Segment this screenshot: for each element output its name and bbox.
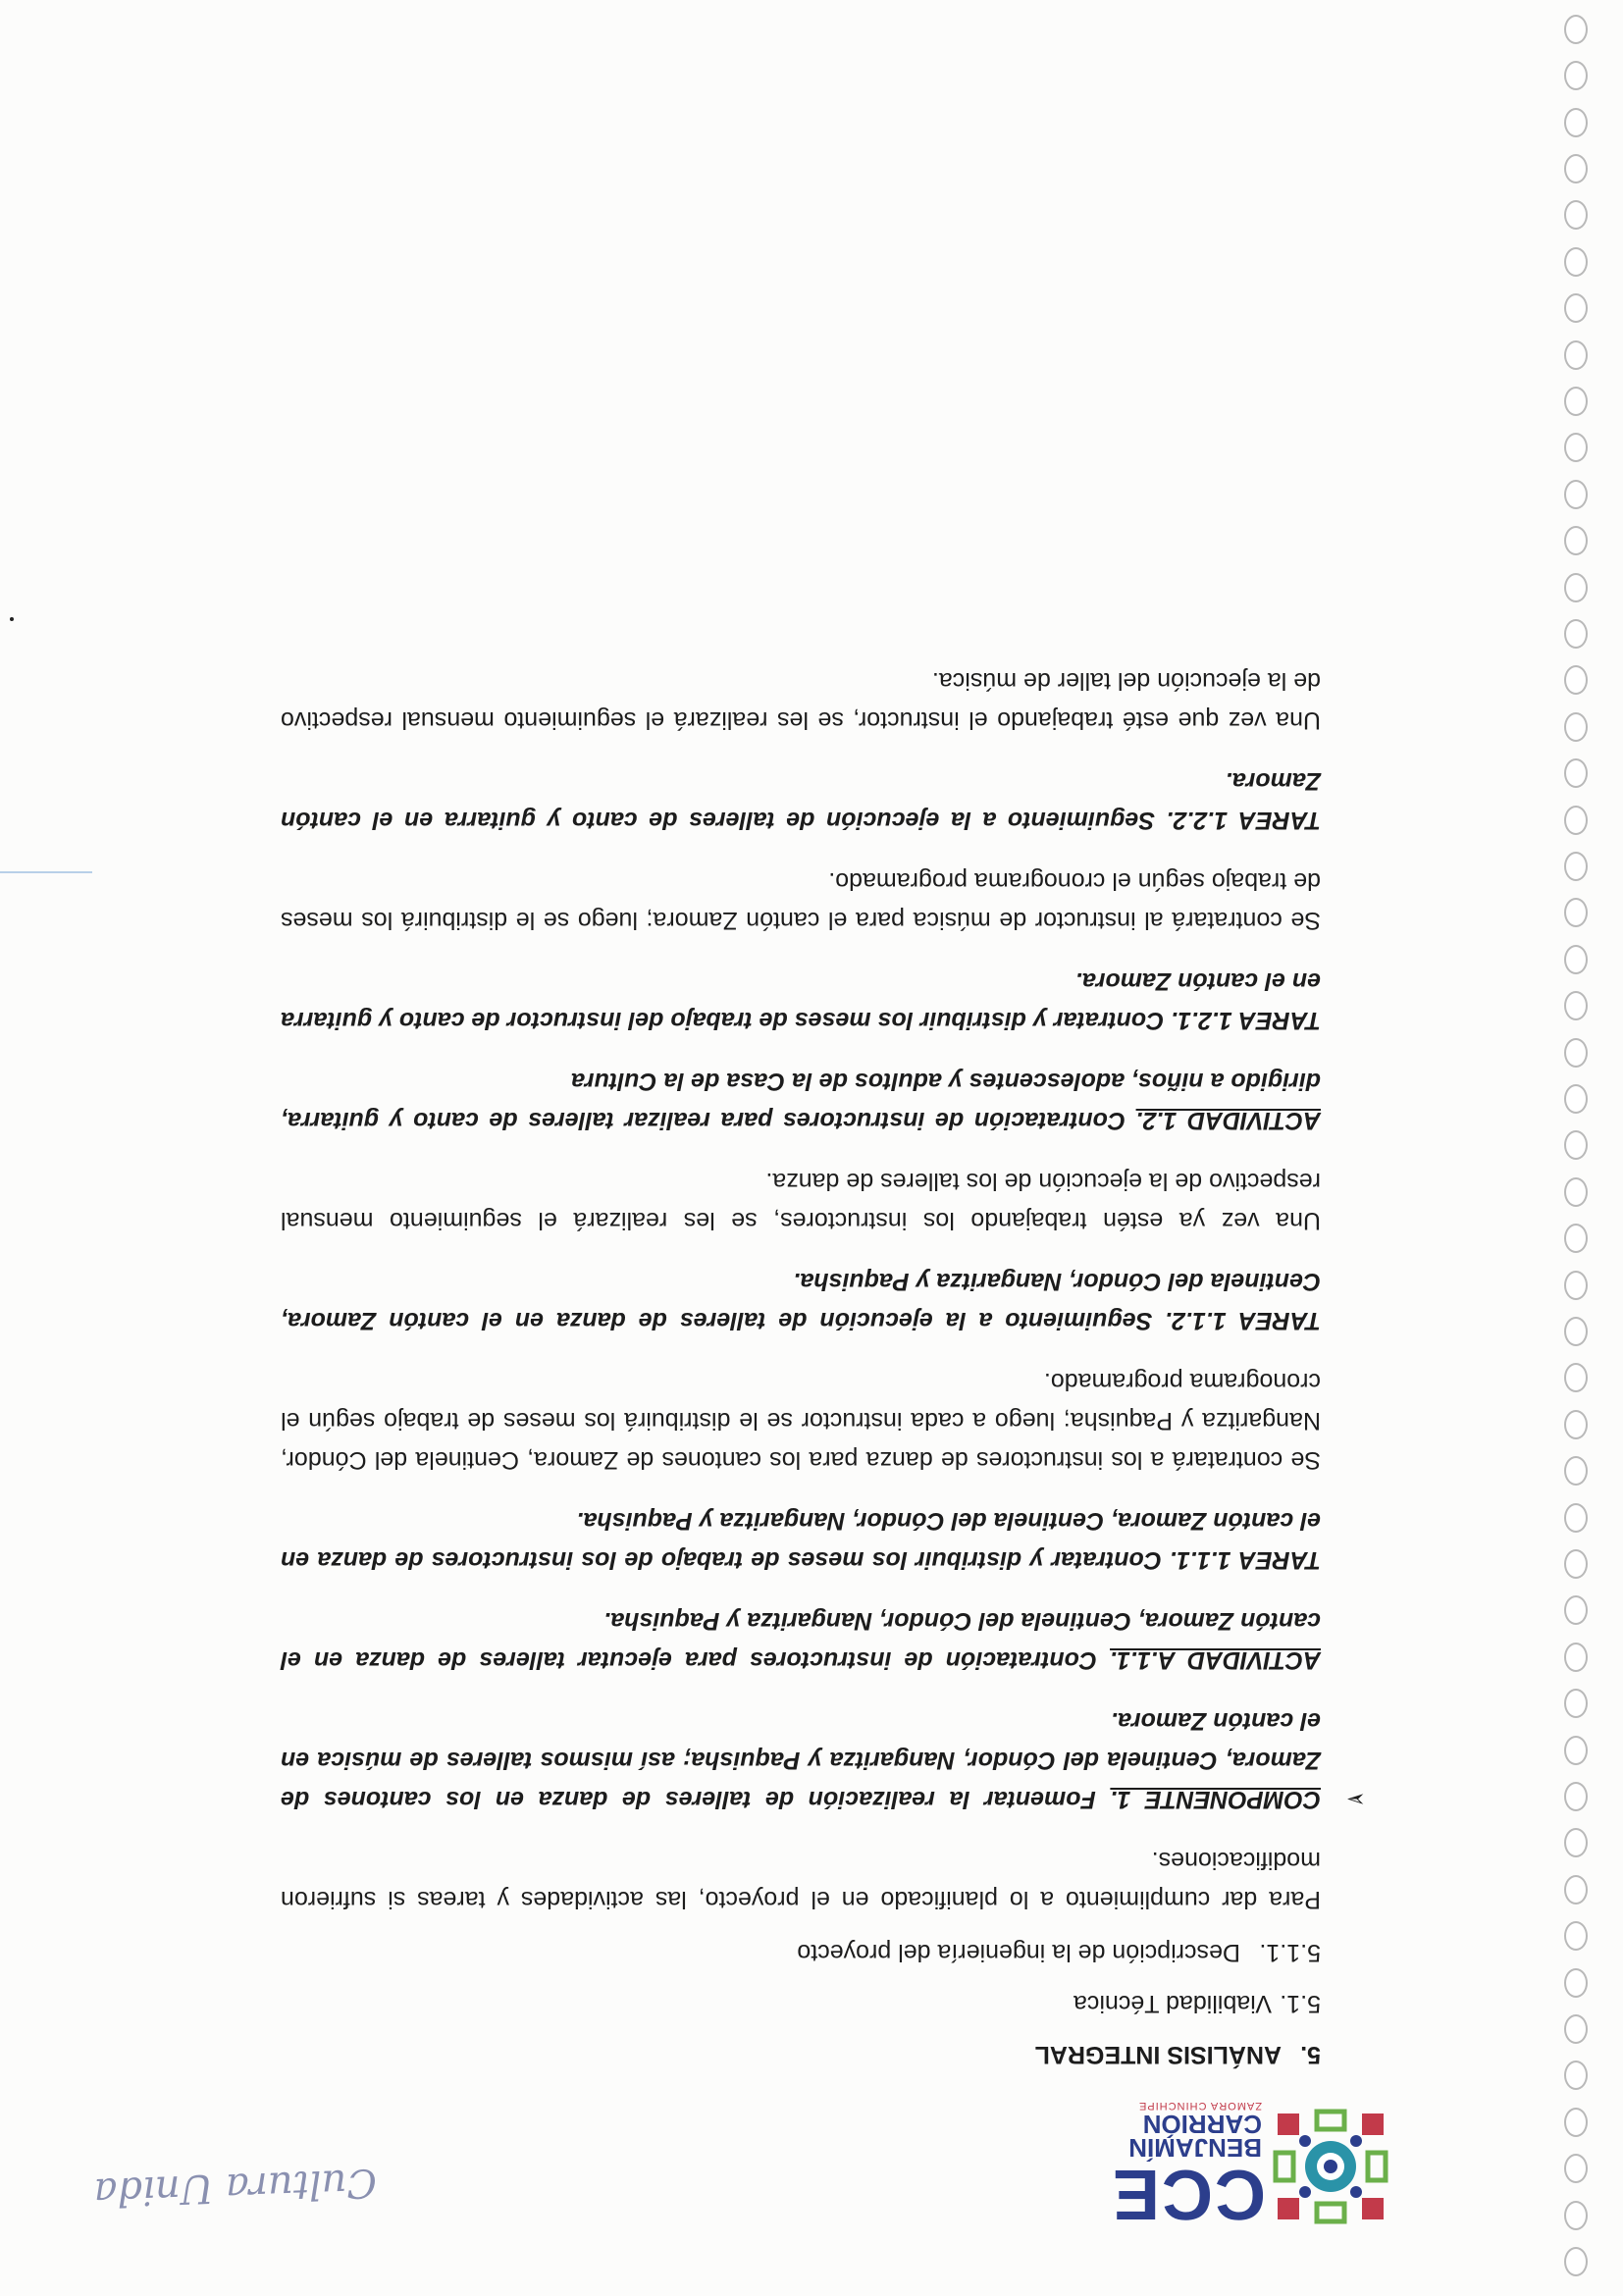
- binding-hole: [1564, 945, 1588, 974]
- binding-hole: [1564, 154, 1588, 183]
- binding-hole: [1564, 1921, 1588, 1951]
- document-body: [280, 640, 1366, 2074]
- binding-hole: [1564, 1130, 1588, 1160]
- componente-label: COMPONENTE 1.: [1110, 1786, 1321, 1813]
- binding-hole: [1564, 1828, 1588, 1857]
- actividad-a-1-1: [281, 1601, 1321, 1680]
- logo-line-1: BENJAMÍN: [1128, 2133, 1262, 2163]
- section-number: 5.1.: [1280, 1990, 1321, 2017]
- binding-hole: [1564, 1177, 1588, 1207]
- logo-emblem-icon: [1272, 2108, 1389, 2225]
- binding-hole: [1564, 2154, 1588, 2183]
- binding-hole: [1564, 991, 1588, 1020]
- tarea-1-2-2-text: Una vez que esté trabajando el instructor, se les realizará el seguimiento mensual respectivo de la ejecución del taller de música.: [281, 667, 1321, 734]
- handwritten-signature: Cultura Unida: [92, 2159, 378, 2216]
- binding-hole: [1564, 1736, 1588, 1765]
- binding-hole: [1564, 526, 1588, 555]
- binding-hole: [1564, 1317, 1588, 1346]
- section-title: Descripción de la ingeniería del proyecto: [797, 1939, 1240, 1966]
- arrow-bullet-icon: ➢: [1345, 1786, 1366, 1812]
- binding-hole: [1564, 2247, 1588, 2276]
- scan-artifact-speck: [10, 617, 14, 621]
- binding-hole: [1564, 433, 1588, 462]
- tarea-1-2-2-title: TAREA 1.2.2. Seguimiento a la ejecución de talleres de canto y guitarra en el cantón Zamora.: [281, 767, 1321, 834]
- scan-artifact-line: [0, 871, 92, 873]
- binding-hole: [1564, 387, 1588, 416]
- actividad-label: ACTIVIDAD 1.2.: [1135, 1107, 1321, 1134]
- binding-hole: [1564, 1875, 1588, 1905]
- binding-hole: [1564, 200, 1588, 230]
- binding-hole: [1564, 712, 1588, 742]
- binding-hole: [1564, 1363, 1588, 1392]
- tarea-1-1-2-text: Una vez ya estén trabajando los instructores, se les realizará el seguimiento mensual respectivo de la ejecución de los talleres de danza.: [281, 1168, 1321, 1234]
- binding-hole: [1564, 1549, 1588, 1579]
- binding-hole: [1564, 293, 1588, 323]
- binding-hole: [1564, 1595, 1588, 1625]
- logo-line-2: CARRIÓN: [1142, 2110, 1262, 2139]
- binding-hole: [1564, 1782, 1588, 1811]
- tarea-1-1-2-title: TAREA 1.1.2. Seguimiento a la ejecución de talleres de danza en el cantón Zamora, Centinela del Cóndor, Nangaritza y Paquisha.: [281, 1268, 1321, 1334]
- binding-hole: [1564, 2014, 1588, 2044]
- actividad-1-2: [281, 1062, 1321, 1140]
- actividad-text: Contratación de instructores para ejecutar talleres de danza en el cantón Zamora, Centinela del Cóndor, Nangaritza y Paquisha.: [280, 1607, 1321, 1674]
- actividad-text: Contratación de instructores para realizar talleres de canto y guitarra, dirigido a niños, adolescentes y adultos de la Casa de la Cultura: [281, 1068, 1321, 1134]
- binding-hole: [1564, 480, 1588, 509]
- componente-1: [281, 1701, 1366, 1819]
- tarea-1-2-1-title: TAREA 1.2.1. Contratar y distribuir los meses de trabajo del instructor de canto y guitarra en el cantón Zamora.: [281, 967, 1321, 1034]
- binding-hole: [1564, 1503, 1588, 1533]
- componente-text: Fomentar la realización de talleres de danza en los cantones de Zamora, Centinela del Cóndor, Nangaritza y Paquisha; así mismos talleres de música en el cantón Zamora.: [281, 1707, 1321, 1813]
- binding-hole: [1564, 619, 1588, 649]
- binding-hole: [1564, 1410, 1588, 1439]
- binding-hole: [1564, 108, 1588, 137]
- tarea-1-2-1-text: Se contratará al instructor de música para el cantón Zamora; luego se le distribuirá los meses de trabajo según el cronograma programado.: [281, 867, 1321, 934]
- binding-hole: [1564, 1038, 1588, 1068]
- section-number: 5.1.1.: [1259, 1939, 1321, 1966]
- binding-hole: [1564, 573, 1588, 602]
- cce-logo: [1017, 2100, 1389, 2233]
- section-heading-5: [281, 2035, 1321, 2074]
- binding-hole: [1564, 852, 1588, 881]
- binding-hole: [1564, 806, 1588, 835]
- spiral-binding: [1535, 0, 1613, 2296]
- binding-hole: [1564, 340, 1588, 370]
- binding-hole: [1564, 1643, 1588, 1672]
- tarea-1-1-1-title: TAREA 1.1.1. Contratar y distribuir los meses de trabajo de los instructores de danza en el cantón Zamora, Centinela del Cóndor, Nangaritza y Paquisha.: [281, 1507, 1321, 1574]
- binding-hole: [1564, 1084, 1588, 1114]
- binding-hole: [1564, 898, 1588, 927]
- section-heading-5-1-1: [281, 1933, 1321, 1972]
- intro-paragraph: Para dar cumplimiento a lo planificado en el proyecto, las actividades y tareas si sufrieron modificaciones.: [281, 1847, 1321, 1913]
- binding-hole: [1564, 2108, 1588, 2137]
- binding-hole: [1564, 1968, 1588, 1998]
- binding-hole: [1564, 1456, 1588, 1486]
- section-heading-5-1: [281, 1984, 1321, 2023]
- binding-hole: [1564, 758, 1588, 788]
- binding-hole: [1564, 15, 1588, 44]
- tarea-1-1-1-text: Se contratará a los instructores de danza para los cantones de Zamora, Centinela del Cóndor, Nangaritza y Paquisha; luego a cada instructor se le distribuirá los meses de trabajo según el cronograma programado.: [281, 1368, 1321, 1474]
- section-number: 5.: [1300, 2041, 1321, 2068]
- binding-hole: [1564, 61, 1588, 90]
- binding-hole: [1564, 247, 1588, 277]
- actividad-label: ACTIVIDAD A.1.1.: [1110, 1646, 1321, 1674]
- section-title: ANÁLISIS INTEGRAL: [1034, 2041, 1282, 2068]
- binding-hole: [1564, 1224, 1588, 1253]
- binding-hole: [1564, 1271, 1588, 1300]
- section-title: Viabilidad Técnica: [1073, 1990, 1272, 2017]
- logo-line-3: ZAMORA CHINCHIPE: [1137, 2100, 1262, 2112]
- logo-acronym: CCE: [1110, 2155, 1266, 2233]
- binding-hole: [1564, 665, 1588, 695]
- binding-hole: [1564, 1689, 1588, 1718]
- binding-hole: [1564, 2201, 1588, 2230]
- binding-hole: [1564, 2061, 1588, 2090]
